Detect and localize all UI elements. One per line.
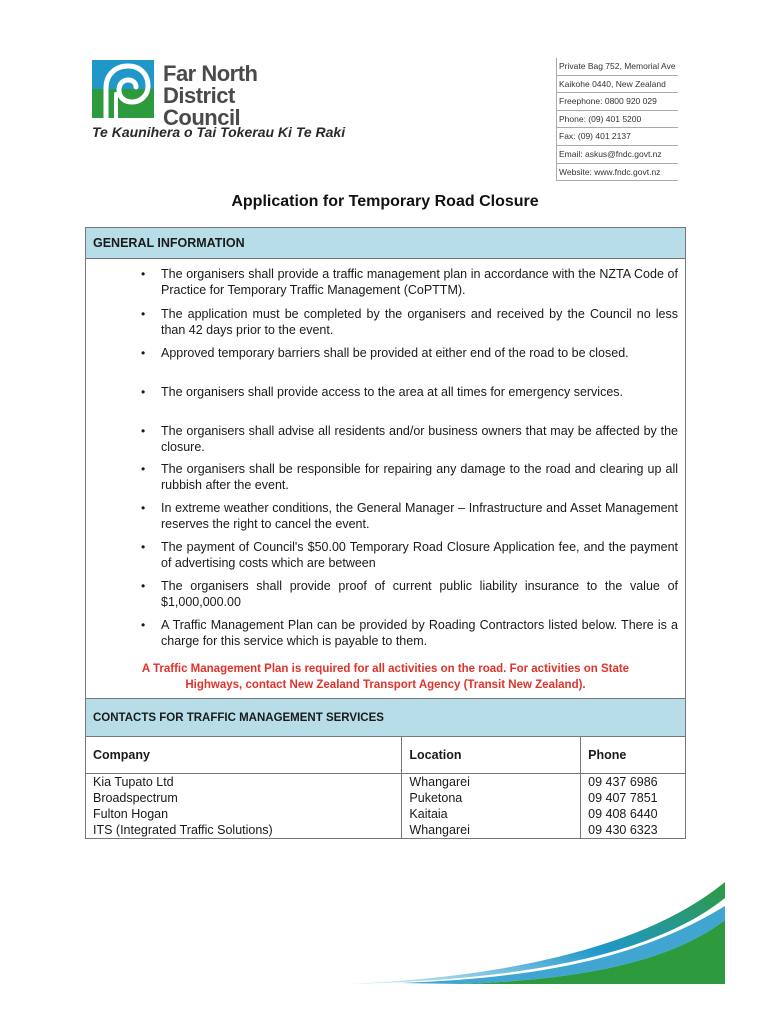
contact-address-line1: Private Bag 752, Memorial Ave	[556, 58, 678, 76]
phone-cell: 09 408 6440	[581, 806, 686, 822]
table-header-row	[86, 737, 686, 774]
location-cell: Whangarei	[402, 774, 581, 791]
list-item: • Approved temporary barriers shall be provided at either end of the road to be closed.	[161, 345, 678, 361]
council-contact-details	[556, 58, 678, 181]
council-logo	[92, 60, 346, 140]
contact-address-line2: Kaikohe 0440, New Zealand	[556, 76, 678, 94]
list-item: • A Traffic Management Plan can be provided by Roading Contractors listed below. There is a charge for this service which is payable to them.	[161, 617, 678, 649]
table-row	[86, 822, 686, 839]
list-item: • In extreme weather conditions, the General Manager – Infrastructure and Asset Management reserves the right to cancel the event.	[161, 500, 678, 532]
decorative-swoosh-graphic	[340, 880, 730, 990]
traffic-plan-warning	[86, 661, 685, 693]
contact-email: Email: askus@fndc.govt.nz	[556, 146, 678, 164]
column-header-company: Company	[86, 737, 402, 774]
contacts-table	[85, 736, 686, 839]
phone-cell: 09 407 7851	[581, 790, 686, 806]
company-cell: ITS (Integrated Traffic Solutions)	[86, 822, 402, 839]
phone-cell: 09 430 6323	[581, 822, 686, 839]
document-title: Application for Temporary Road Closure	[231, 193, 539, 210]
contacts-heading: CONTACTS FOR TRAFFIC MANAGEMENT SERVICES	[85, 699, 686, 737]
phone-cell: 09 437 6986	[581, 774, 686, 791]
column-header-phone: Phone	[581, 737, 686, 774]
org-name-line1: Far North	[163, 61, 258, 86]
company-cell: Fulton Hogan	[86, 806, 402, 822]
org-name-line2: District Council	[163, 83, 241, 130]
table-row	[86, 806, 686, 822]
list-item: • The organisers shall provide access to the area at all times for emergency services.	[161, 384, 678, 400]
location-cell: Whangarei	[402, 822, 581, 839]
company-cell: Broadspectrum	[86, 790, 402, 806]
location-cell: Kaitaia	[402, 806, 581, 822]
list-item: • The organisers shall provide a traffic management plan in accordance with the NZTA Code of Practice for Temporary Traffic Management (CoPTTM).	[161, 266, 678, 298]
list-item: • The application must be completed by the organisers and received by the Council no less than 42 days prior to the event.	[161, 306, 678, 338]
contact-fax: Fax: (09) 401 2137	[556, 128, 678, 146]
koru-logo-icon	[92, 60, 154, 118]
list-item: • The payment of Council's $50.00 Temporary Road Closure Application fee, and the payment of advertising costs which are between	[161, 539, 678, 571]
list-item: • The organisers shall advise all residents and/or business owners that may be affected by the closure.	[161, 423, 678, 455]
list-item: • The organisers shall be responsible for repairing any damage to the road and clearing up all rubbish after the event.	[161, 461, 678, 493]
warning-line1: A Traffic Management Plan is required for all activities on the road. For activities on State	[141, 663, 630, 675]
table-row	[86, 774, 686, 791]
org-name	[163, 63, 292, 129]
general-information-heading: GENERAL INFORMATION	[86, 228, 685, 259]
list-item: • The organisers shall provide proof of current public liability insurance to the value of $1,000,000.00	[161, 578, 678, 610]
contact-freephone: Freephone: 0800 920 029	[556, 93, 678, 111]
company-cell: Kia Tupato Ltd	[86, 774, 402, 791]
contact-phone: Phone: (09) 401 5200	[556, 111, 678, 129]
table-row	[86, 790, 686, 806]
column-header-location: Location	[402, 737, 581, 774]
location-cell: Puketona	[402, 790, 581, 806]
general-information-section	[85, 227, 686, 699]
warning-line2: Highways, contact New Zealand Transport Agency (Transit New Zealand).	[185, 679, 586, 691]
org-tagline: Te Kaunihera o Tai Tokerau Ki Te Raki	[92, 124, 346, 140]
contact-website: Website: www.fndc.govt.nz	[556, 164, 678, 182]
